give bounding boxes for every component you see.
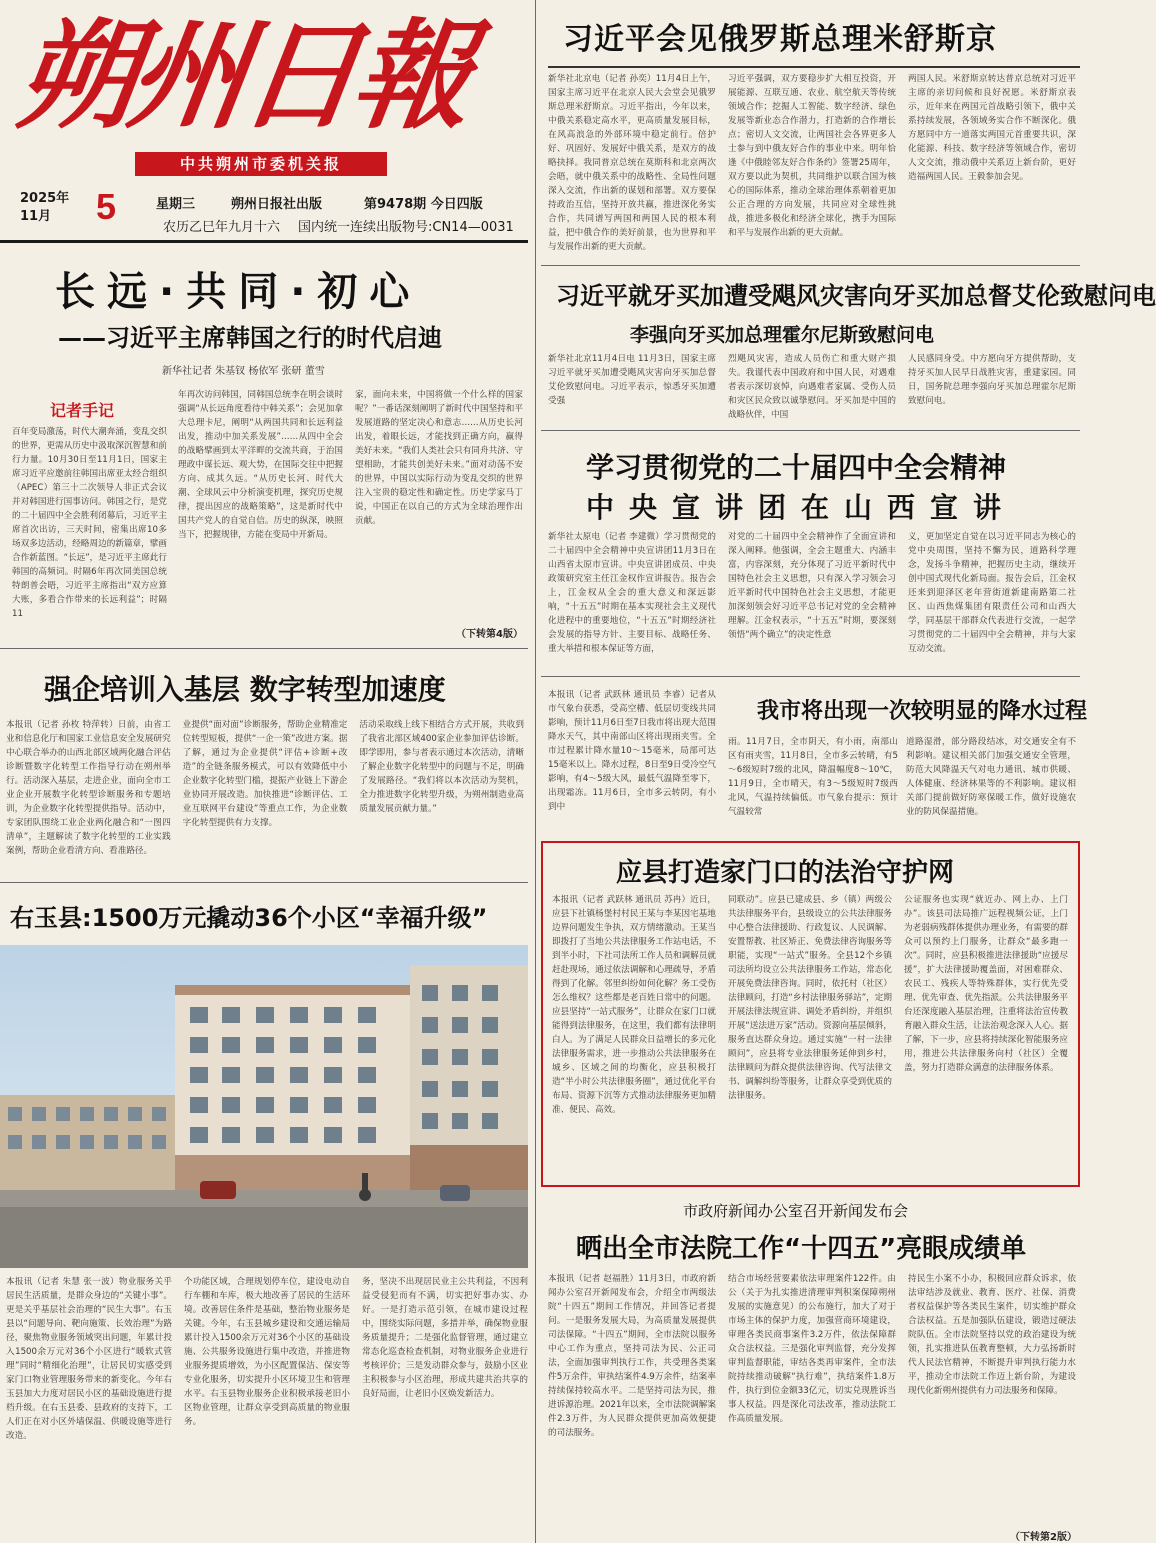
story9-col3: 持民生小案不小办，积极回应群众诉求，依法审结涉及就业、教育、医疗、社保、消费者权益保护等各类民生案件，切实维护群众合法权益。五是加强队伍建设，锻造过硬法院队伍。全市法院坚持以党的政治建设为统领，扎实推进队伍教育整顿，大力弘扬新时代人民法官精神，不断提升审判执行能力水平，推动全市法院工作迈上新台阶，为建设现代化新朔州提供有力司法服务和保障。: [908, 1274, 1076, 1396]
residential-buildings-photo: [0, 945, 528, 1268]
masthead-publisher: 朔州日报社出版: [231, 197, 323, 212]
story3-col2: 烈飓风灾害，造成人员伤亡和重大财产损失。我谨代表中国政府和中国人民，对遇难者表示深切哀悼，向遇难者家属、受伤人员和灾区民众致以诚挚慰问。牙买加是中国的战略伙伴，中国: [728, 354, 896, 420]
story7-col1: 本报讯（记者 武跃林 通讯员 苏冉）近日，应县下社镇杨堡村村民王某与李某因宅基地边界问题发生争执，双方情绪激动。王某当即拨打了当地公共法律服务工作站电话，不到半小时，下社司法所工作人员和调解员就赶赴现场，通过依法调解和心理疏导，矛盾得到了化解。邻里纠纷如何化解？务工受伤怎么维权？这些都是老百姓日常中的问题。应县坚持“一站式服务”，让群众在家门口就能得到法律服务，在这里，我们都有法律明白人。为了满足人民群众日益增长的多元化法律服务需求，进一步推动公共法律服务在城乡、区域之间的均衡化，应县积极打造“半小时公共法律服务圈”，通过优化平台布局、资源下沉等方式推动法律服务更加精准、便民、高效。: [552, 895, 716, 1115]
story9-body: [548, 1272, 1076, 1530]
story4-bottom-rule: [541, 676, 1080, 677]
story8-headline: 右玉县:1500万元撬动36个小区“幸福升级”: [10, 904, 488, 932]
story4-col1: 新华社太原电（记者 李建微）学习贯彻党的二十届四中全会精神中央宣讲团11月3日在山西省太原市宣讲。中央宣讲团成员、中央政策研究室主任江金权作宣讲报告。报告会上，江金权从全会的重大意义和深远影响，“十五五”时期在基本实现社会主义现代化进程中的重要地位，“十五五”时期经济社会发展的指导方针、主要目标、战略任务、重大举措和根本保证等方面，: [548, 532, 716, 654]
story6-col2: 雨。11月7日，全市阴天，有小雨，南部山区有雨夹雪，11月8日，全市多云转晴，有5～6级短时7级的北风，降温幅度8～10℃，11月9日，全市晴天，有3～5级短时7级西北风，气温持续偏低。市气象台提示：预计气温较常: [728, 737, 898, 817]
story9-kicker: 市政府新闻办公室召开新闻发布会: [683, 1202, 909, 1220]
story8-col1: 本报讯（记者 朱慧 张一波）物业服务关乎居民生活质量，是群众身边的“关键小事”。更是关乎基层社会治理的“民生大事”。右玉县以“问题导向、靶向施策、长效治理”为路径，聚焦物业服务领域突出问题，年累计投入1500余万元对36个小区进行“暖软式管理”同时“精细化治理”，让居民切实感受到家门口物业管理服务带来的新变化。今年右玉县加大力度对居民小区的基础设施进行提档升级。在右玉县委、县政府的支持下，工人们正在对小区外墙保温、供暖设施等进行改造。: [6, 1277, 172, 1441]
story3-body: [548, 352, 1076, 420]
story2-byline: 新华社记者 朱基钗 杨依军 张研 董雪: [162, 366, 325, 377]
story5-bottom-rule: [0, 882, 528, 883]
masthead-lunar: 农历乙巳年九月十六: [163, 220, 281, 235]
story2-col2: 年再次访问韩国，同韩国总统李在明会谈时强调“从长远角度看待中韩关系”；会见加拿大总理卡尼，阐明“从两国共同和长远利益出发，推动中加关系发展”……从四中全会的战略擘画到太平洋畔的交流共商，于治国理政中谋长远、观大势，在国际交往中把握方向、成其久远。“从历史长河、时代大潮、全球风云中分析演变机理，探究历史规律，提出因应的战略策略”，这是新时代中国共产党人的自觉自信。历史的纵深，映照当下，把握规律，方能在变局中开新局。: [178, 390, 343, 540]
masthead-rule: [0, 240, 528, 243]
newspaper-logo: 朔州日報: [8, 6, 476, 145]
story9-continue: （下转第2版）: [1010, 1532, 1077, 1543]
story1-headline: 习近平会见俄罗斯总理米舒斯京: [563, 22, 997, 57]
masthead-subtitle: 中共朔州市委机关报: [135, 152, 387, 176]
masthead-day: 5: [96, 186, 117, 227]
story5-col2: 业提供“面对面”诊断服务，帮助企业精准定位转型短板，提供“一企一策”改进方案。据了解，通过为企业提供“评估+诊断+改造”的全链条服务模式，可以有效降低中小企业数字化转型门槛，提振产业链上下游企业协同开展改造。加快推进“诊断评估、工业互联网平台建设”等重点工作，为企业数字化转型提供有力支撑。: [182, 720, 348, 828]
story8-col3: 务，坚决不出现居民业主公共利益，不因利益受侵犯而有不满，切实把好事办实、办好。一是打造示范引领，在城市建设过程中，围绕实际问题，多措并举，确保物业服务质量提升；二是强化监督管理，通过建立常态化巡查检查机制，对物业服务企业进行考核评价；三是发动群众参与，鼓励小区业主积极参与小区治理，形成共建共治共享的良好局面，让老旧小区焕发新活力。: [362, 1277, 528, 1399]
story2-bottom-rule: [0, 648, 528, 649]
story5-col1: 本报讯（记者 孙枚 特萍转）日前，由省工业和信息化厅和国家工业信息安全发展研究中心联合举办的山西北部区域两化融合评估诊断暨数字化转型工作指导行动在朔州举行。活动深入基层，走进企业，面向全市工业企业开展数字化转型诊断服务和专题培训，为企业数字化转型提供指导。活动中，专家团队围绕工业企业两化融合和“一图四清单”，主题解读了数字化转型的工业实践案例，帮助企业看清方向、看准路径。: [6, 720, 171, 856]
story2-col1: 百年变局激荡，时代大潮奔涌，变乱交织的世界，更需从历史中汲取深沉智慧和前行力量。10月30日至11月1日，国家主席习近平应邀前往韩国出席亚太经合组织（APEC）第三十二次领导人非正式会议并对韩国进行国事访问。韩国之行，是党的二十届四中全会胜利闭幕后，习近平主席首次出访，三天时间，密集出席10多场双多边活动，经略周边的新篇章，擘画合作新蓝图。“长远”，是习近平主席此行韩国的高频词。时隔6年再次同美国总统特朗普会晤，习近平主席指出“双方应算大账，多看合作带来的长远利益”；时隔11: [12, 427, 167, 619]
story8-body: [6, 1275, 528, 1543]
story7-col3: 公证服务也实现“就近办、网上办、上门办”。该县司法局推广远程视频公证，上门为老弱病残群体提供办理业务，有需要的群众可以预约上门服务，让群众“最多跑一次”。同时，应县积极推进法律援助“应援尽援”，扩大法律援助覆盖面，对困难群众、农民工、残疾人等特殊群体，实行优先受理、优先审查、优先指派。公共法律服务平台还深度融入基层治理，注重将法治宣传教育融入群众生活，让法治观念深入人心。据了解，下一步，应县将持续深化智能服务应用，推进公共法律服务向村（社区）全覆盖，努力打造群众满意的法律服务体系。: [904, 895, 1068, 1073]
residential-buildings-image: [0, 945, 528, 1268]
story2-headline: 长远·共同·初心: [55, 269, 422, 315]
story3-bottom-rule: [541, 430, 1080, 431]
story2-tag: 记者手记: [50, 401, 115, 420]
masthead-date: 2025年 11月: [20, 191, 70, 224]
story4-col3: 义，更加坚定自觉在以习近平同志为核心的党中央周围，坚持不懈为民，道路科学理念，发扬斗争精神，把握历史主动，继续开创中国式现代化新局面。报告会后，江金权还来到迎泽区老年营街道新建南路第二社区、山西焦煤集团有限责任公司和山西大学，同基层干部群众代表进行交流，一起学习贯彻党的二十届四中全会精神，并与大家互动交流。: [908, 532, 1076, 654]
story3-headline: 习近平就牙买加遭受飓风灾害向牙买加总督艾伦致慰问电: [556, 282, 1156, 310]
story8-col2: 个功能区域，合理规划停车位，建设电动自行车棚和车库，极大地改善了居民的生活环境。改善居住条件是基础，整治物业服务是关键。今年，右玉县城乡建设和交通运输局累计投入1500余万元对36个小区的基础设施、公共服务设施进行集中改造，并推进物业服务提质增效，为小区配置保洁、保安等专业化服务，切实提升小区环境卫生和管理水平。右玉县物业服务企业积极承接老旧小区物业管理，让群众享受到高质量的物业服务。: [184, 1277, 350, 1427]
story1-col3: 两国人民。米舒斯京转达普京总统对习近平主席的亲切问候和良好祝愿。米舒斯京表示，近年来在两国元首战略引领下，俄中关系持续发展，各领域务实合作不断深化。俄方愿同中方一道落实两国元首重要共识，深化能源、科技、数字经济等领域合作，密切人文交流，推动俄中关系迈上新台阶，更好造福两国人民。王毅参加会见。: [908, 74, 1076, 182]
story9-col1: 本报讯（记者 赵福胜）11月3日，市政府新闻办公室召开新闻发布会，介绍全市两级法院“十四五”期间工作情况，并回答记者提问。一是服务发展大局，为高质量发展提供司法保障。“十四五”期间，全市法院以服务中心工作为重点，坚持司法为民、公正司法，全面加强审判执行工作，共受理各类案件5万余件，审执结案件4.9万余件，结案率持续保持较高水平。二是坚持司法为民，推进诉源治理。2021年以来，全市法院调解案件2.3万件，为人民群众提供更加高效便捷的司法服务。: [548, 1274, 716, 1438]
story1-rule: [548, 66, 1080, 68]
column-divider: [535, 0, 536, 1543]
story7-col2: 同联动”。应县已建成县、乡（镇）两级公共法律服务平台，县级设立的公共法律服务中心整合法律援助、行政复议、人民调解、安置帮教、社区矫正、免费法律咨询服务等职能，实现“一站式”服务。全县12个乡镇司法所均设立公共法律服务工作站，常态化开展免费法律咨询。同时，依托村（社区）法律顾问，打造“乡村法律服务驿站”，定期开展法律法规宣讲、调处矛盾纠纷，并组织开展“送法进万家”活动。资源向基层倾斜，服务直达群众身边。通过实施“一村一法律顾问”，应县将专业法律服务延伸到乡村，法律顾问为群众提供法律咨询、代写法律文书、调解纠纷等服务，让群众享受到优质的法律服务。: [728, 895, 892, 1101]
story6-col1: 本报讯（记者 武跃林 通讯员 李睿）记者从市气象台获悉，受高空槽、低层切变线共同影响，预计11月6日至7日我市将出现大范围降水天气，其中南部山区将出现雨夹雪。全市过程累计降水量10～15毫米，局部可达15毫米以上。降水过程，8日至9日受冷空气影响，有4～5级大风，最低气温降至零下，出现霜冻。11月6日，全市多云转阴，有小到中: [548, 690, 716, 812]
story4-headline-line2: 中央宣讲团在山西宣讲: [586, 491, 1017, 524]
story5-col3: 活动采取线上线下相结合方式开展，共收到了我省北部区域400家企业参加评估诊断。即学即用，参与者表示通过本次活动，清晰了解企业数字化转型中的问题与不足，明确了发展路径。“我们将以本次活动为契机，全力推进数字化转型升级，为朔州制造业高质量发展贡献力量。”: [359, 720, 525, 814]
story1-col1: 新华社北京电（记者 孙奕）11月4日上午，国家主席习近平在北京人民大会堂会见俄罗斯总理米舒斯京。习近平指出，今年以来，中俄关系稳定高水平，更高质量发展目标，在风高浪急的外部环境中稳定前行。倍护好、巩固好、发展好中俄关系，是双方的战略抉择。我同普京总统在莫斯科和北京两次会晤，就中俄关系中的战略性、全局性问题深入交流，作出新的谋划和部署。双方要保持政治互信，坚持开放共赢，推进深化务实合作，共同谱写两国和两国人民的根本利益，把中俄合作的美好前景，也为世界和平与发展作出新的更大贡献。: [548, 74, 716, 252]
story2-subhead: ——习近平主席韩国之行的时代启迪: [58, 324, 442, 352]
masthead-weekday: 星期三: [156, 197, 196, 212]
story9-col2: 结合市场经营要素依法审理案件122件。由公（关于为扎实推进清理审判积案保障朔州发展的实施意见）的公布施行，加大了对于市场主体的保护力度，加强营商环境建设，审理各类民商事案件3.2万件，依法保障群众合法权益。三是强化审判监督，充分发挥审判监督职能，审结各类再审案件，全市法院持续推动破解“执行难”，执结案件1.8万件，执行到位金额33亿元，切实兑现胜诉当事人权益。四是深化司法改革，推动法院工作高质量发展。: [728, 1274, 896, 1424]
story1-bottom-rule: [541, 265, 1080, 266]
story1-col2: 习近平强调，双方要稳步扩大相互投资，开展能源、互联互通、农业、航空航天等传统领域合作；挖掘人工智能、数字经济、绿色发展等新业态合作潜力，打造新的合作增长点；密切人文交流，让两国社会各界更多人士参与到中俄友好合作的事业中来。明年恰逢《中俄睦邻友好合作条约》签署25周年，双方要以此为契机，共同维护以联合国为核心的国际体系，推动全球治理体系朝着更加公正合理的方向发展，共同应对全球性挑战，推进多极化和经济全球化，携手为国际和平与发展作出新的更大贡献。: [728, 74, 896, 238]
story3-col3: 人民感同身受。中方愿向牙方提供帮助，支持牙买加人民早日战胜灾害，重建家园。同日，国务院总理李强向牙买加总理霍尔尼斯致慰问电。: [908, 354, 1076, 406]
story6-headline: 我市将出现一次较明显的降水过程: [757, 699, 1088, 724]
story7-body: [552, 893, 1068, 1176]
story4-headline-line1: 学习贯彻党的二十届四中全会精神: [586, 451, 1007, 484]
story3-col1: 新华社北京11月4日电 11月3日，国家主席习近平就牙买加遭受飓风灾害向牙买加总督艾伦致慰问电。习近平表示，惊悉牙买加遭受强: [548, 354, 716, 406]
story4-body: [548, 530, 1076, 665]
masthead-issue: 第9478期 今日四版: [364, 197, 483, 212]
story5-headline: 强企培训入基层 数字转型加速度: [44, 673, 446, 706]
masthead-cn-number: 国内统一连续出版物号:CN14—0031: [298, 220, 514, 235]
story9-headline: 晒出全市法院工作“十四五”亮眼成绩单: [576, 1234, 1027, 1264]
masthead: [8, 6, 506, 145]
story7-headline: 应县打造家门口的法治守护网: [616, 858, 955, 888]
story4-col2: 对党的二十届四中全会精神作了全面宣讲和深入阐释。他强调，全会主题重大、内涵丰富，内容深刻，充分体现了习近平新时代中国特色社会主义思想，只有深入学习领会习近平新时代中国特色社会主义思想，才能更加深刻领会好习近平总书记对党的全会精神理解。江金权表示，“十五五”时期，要深刻领悟“两个确立”的决定性意: [728, 532, 896, 640]
story6-col3: 道路湿滑，部分路段结冰，对交通安全有不利影响。建议相关部门加强交通安全管理，防范大风降温天气对电力通讯、城市供暖、人体健康、经济林果等的不利影响。建议相关部门提前做好防寒保暖工作，做好设施农业的防风保温措施。: [906, 737, 1076, 817]
story5-body: [6, 718, 524, 868]
story3-subhead: 李强向牙买加总理霍尔尼斯致慰问电: [630, 324, 935, 346]
story1-body: [548, 72, 1076, 260]
story2-continue: （下转第4版）: [456, 629, 523, 640]
story2-col3: 家，面向未来，中国将做一个什么样的国家呢？”一番话深刻阐明了新时代中国坚持和平发展道路的坚定决心和意志……从历史长河出发，着眼长远，才能找到正确方向，赢得美好未来。“我们人类社会只有同舟共济、守望相助，才能共创美好未来。”面对动荡不安的世界，中国以实际行动为变乱交织的世界注入宝贵的稳定性和确定性。历史学家马丁说，中国正在以自己的方式为全球治理作出贡献。: [355, 390, 523, 526]
